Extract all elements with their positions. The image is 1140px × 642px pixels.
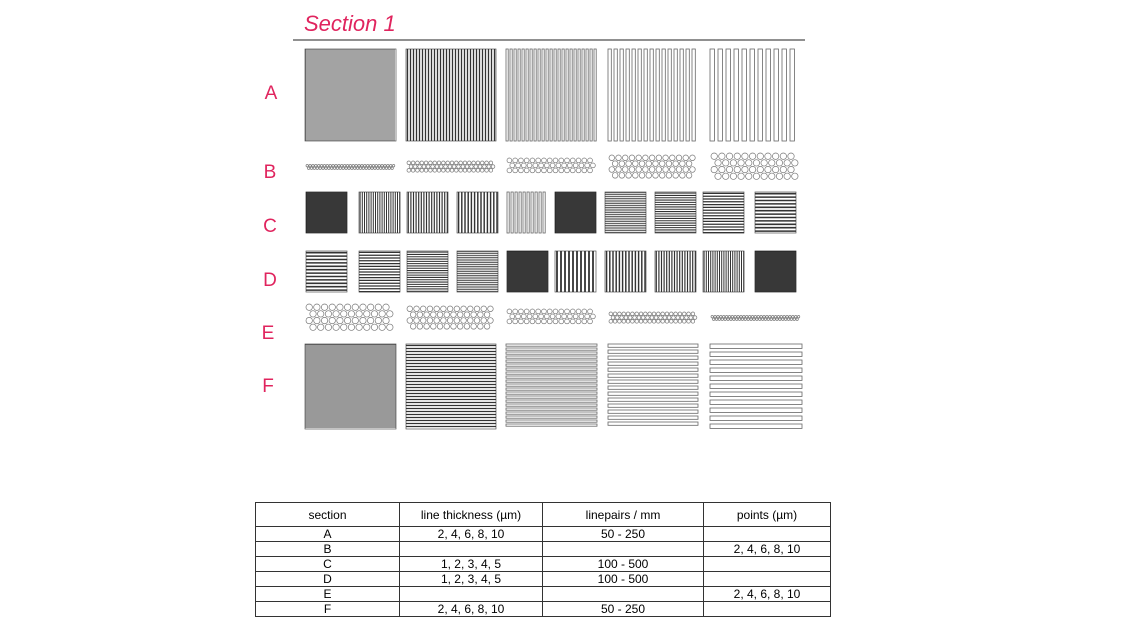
table-row: [256, 542, 831, 557]
pattern-d9: [703, 251, 744, 292]
row-label-a: A: [264, 83, 278, 104]
cell-linepairs: [543, 542, 704, 557]
pattern-c10: [755, 192, 796, 233]
pattern-d2: [359, 251, 400, 292]
table-row: [256, 527, 831, 542]
pattern-f5: [710, 344, 802, 428]
pattern-e2: [407, 306, 493, 329]
cell-line-thickness: [400, 542, 543, 557]
pattern-b5: [711, 153, 798, 179]
cell-points: [704, 527, 831, 542]
pattern-d10: [755, 251, 796, 292]
pattern-d6: [555, 251, 596, 292]
pattern-blocks: [305, 49, 802, 429]
pattern-d1: [306, 251, 347, 292]
pattern-d5: [507, 251, 548, 292]
pattern-a2: [406, 49, 496, 141]
pattern-c9: [703, 192, 744, 233]
pattern-d8: [655, 251, 696, 292]
cell-points: 2, 4, 6, 8, 10: [704, 587, 831, 602]
pattern-c7: [605, 192, 646, 233]
cell-linepairs: [543, 587, 704, 602]
pattern-b4: [609, 155, 695, 178]
pattern-e5: [711, 316, 800, 321]
cell-line-thickness: 1, 2, 3, 4, 5: [400, 572, 543, 587]
cell-line-thickness: 1, 2, 3, 4, 5: [400, 557, 543, 572]
pattern-c4: [457, 192, 498, 233]
row-label-b: B: [263, 162, 277, 183]
pattern-e3: [507, 309, 595, 324]
row-label-c: C: [263, 216, 277, 237]
pattern-d4: [457, 251, 498, 292]
pattern-c2: [359, 192, 400, 233]
pattern-c1: [306, 192, 347, 233]
pattern-f2: [406, 344, 496, 429]
cell-line-thickness: 2, 4, 6, 8, 10: [400, 602, 543, 617]
pattern-b3: [507, 158, 595, 173]
cell-points: 2, 4, 6, 8, 10: [704, 542, 831, 557]
pattern-f3: [506, 344, 597, 426]
table-row: [256, 602, 831, 617]
pattern-c5: [507, 192, 545, 233]
cell-section: B: [256, 542, 400, 557]
section-title: Section 1: [304, 11, 396, 36]
cell-line-thickness: [400, 587, 543, 602]
pattern-f1: [305, 344, 396, 429]
cell-line-thickness: 2, 4, 6, 8, 10: [400, 527, 543, 542]
cell-points: [704, 602, 831, 617]
pattern-a3: [506, 49, 596, 141]
table-row: [256, 587, 831, 602]
pattern-e1: [306, 304, 393, 330]
header-points: points (µm): [704, 503, 831, 527]
cell-section: E: [256, 587, 400, 602]
pattern-f4: [608, 344, 698, 425]
pattern-a1: [305, 49, 396, 141]
row-label-d: D: [263, 270, 277, 291]
pattern-a4: [608, 49, 695, 141]
pattern-c6: [555, 192, 596, 233]
cell-linepairs: 50 - 250: [543, 527, 704, 542]
pattern-b1: [306, 165, 395, 170]
cell-linepairs: 100 - 500: [543, 572, 704, 587]
specs-table: [255, 502, 831, 617]
row-label-f: F: [262, 376, 274, 397]
cell-linepairs: 50 - 250: [543, 602, 704, 617]
cell-section: A: [256, 527, 400, 542]
cell-points: [704, 572, 831, 587]
table-row: [256, 572, 831, 587]
table-header-row: [256, 503, 831, 527]
cell-linepairs: 100 - 500: [543, 557, 704, 572]
pattern-c8: [655, 192, 696, 233]
pattern-e4: [609, 312, 697, 323]
pattern-b2: [407, 161, 495, 172]
table-row: [256, 557, 831, 572]
row-label-e: E: [261, 323, 275, 344]
cell-section: D: [256, 572, 400, 587]
header-section: section: [256, 503, 400, 527]
header-linepairs: linepairs / mm: [543, 503, 704, 527]
header-line-thickness: line thickness (µm): [400, 503, 543, 527]
pattern-c3: [407, 192, 448, 233]
pattern-a5: [710, 49, 794, 141]
cell-section: F: [256, 602, 400, 617]
pattern-d3: [407, 251, 448, 292]
pattern-d7: [605, 251, 646, 292]
cell-section: C: [256, 557, 400, 572]
cell-points: [704, 557, 831, 572]
